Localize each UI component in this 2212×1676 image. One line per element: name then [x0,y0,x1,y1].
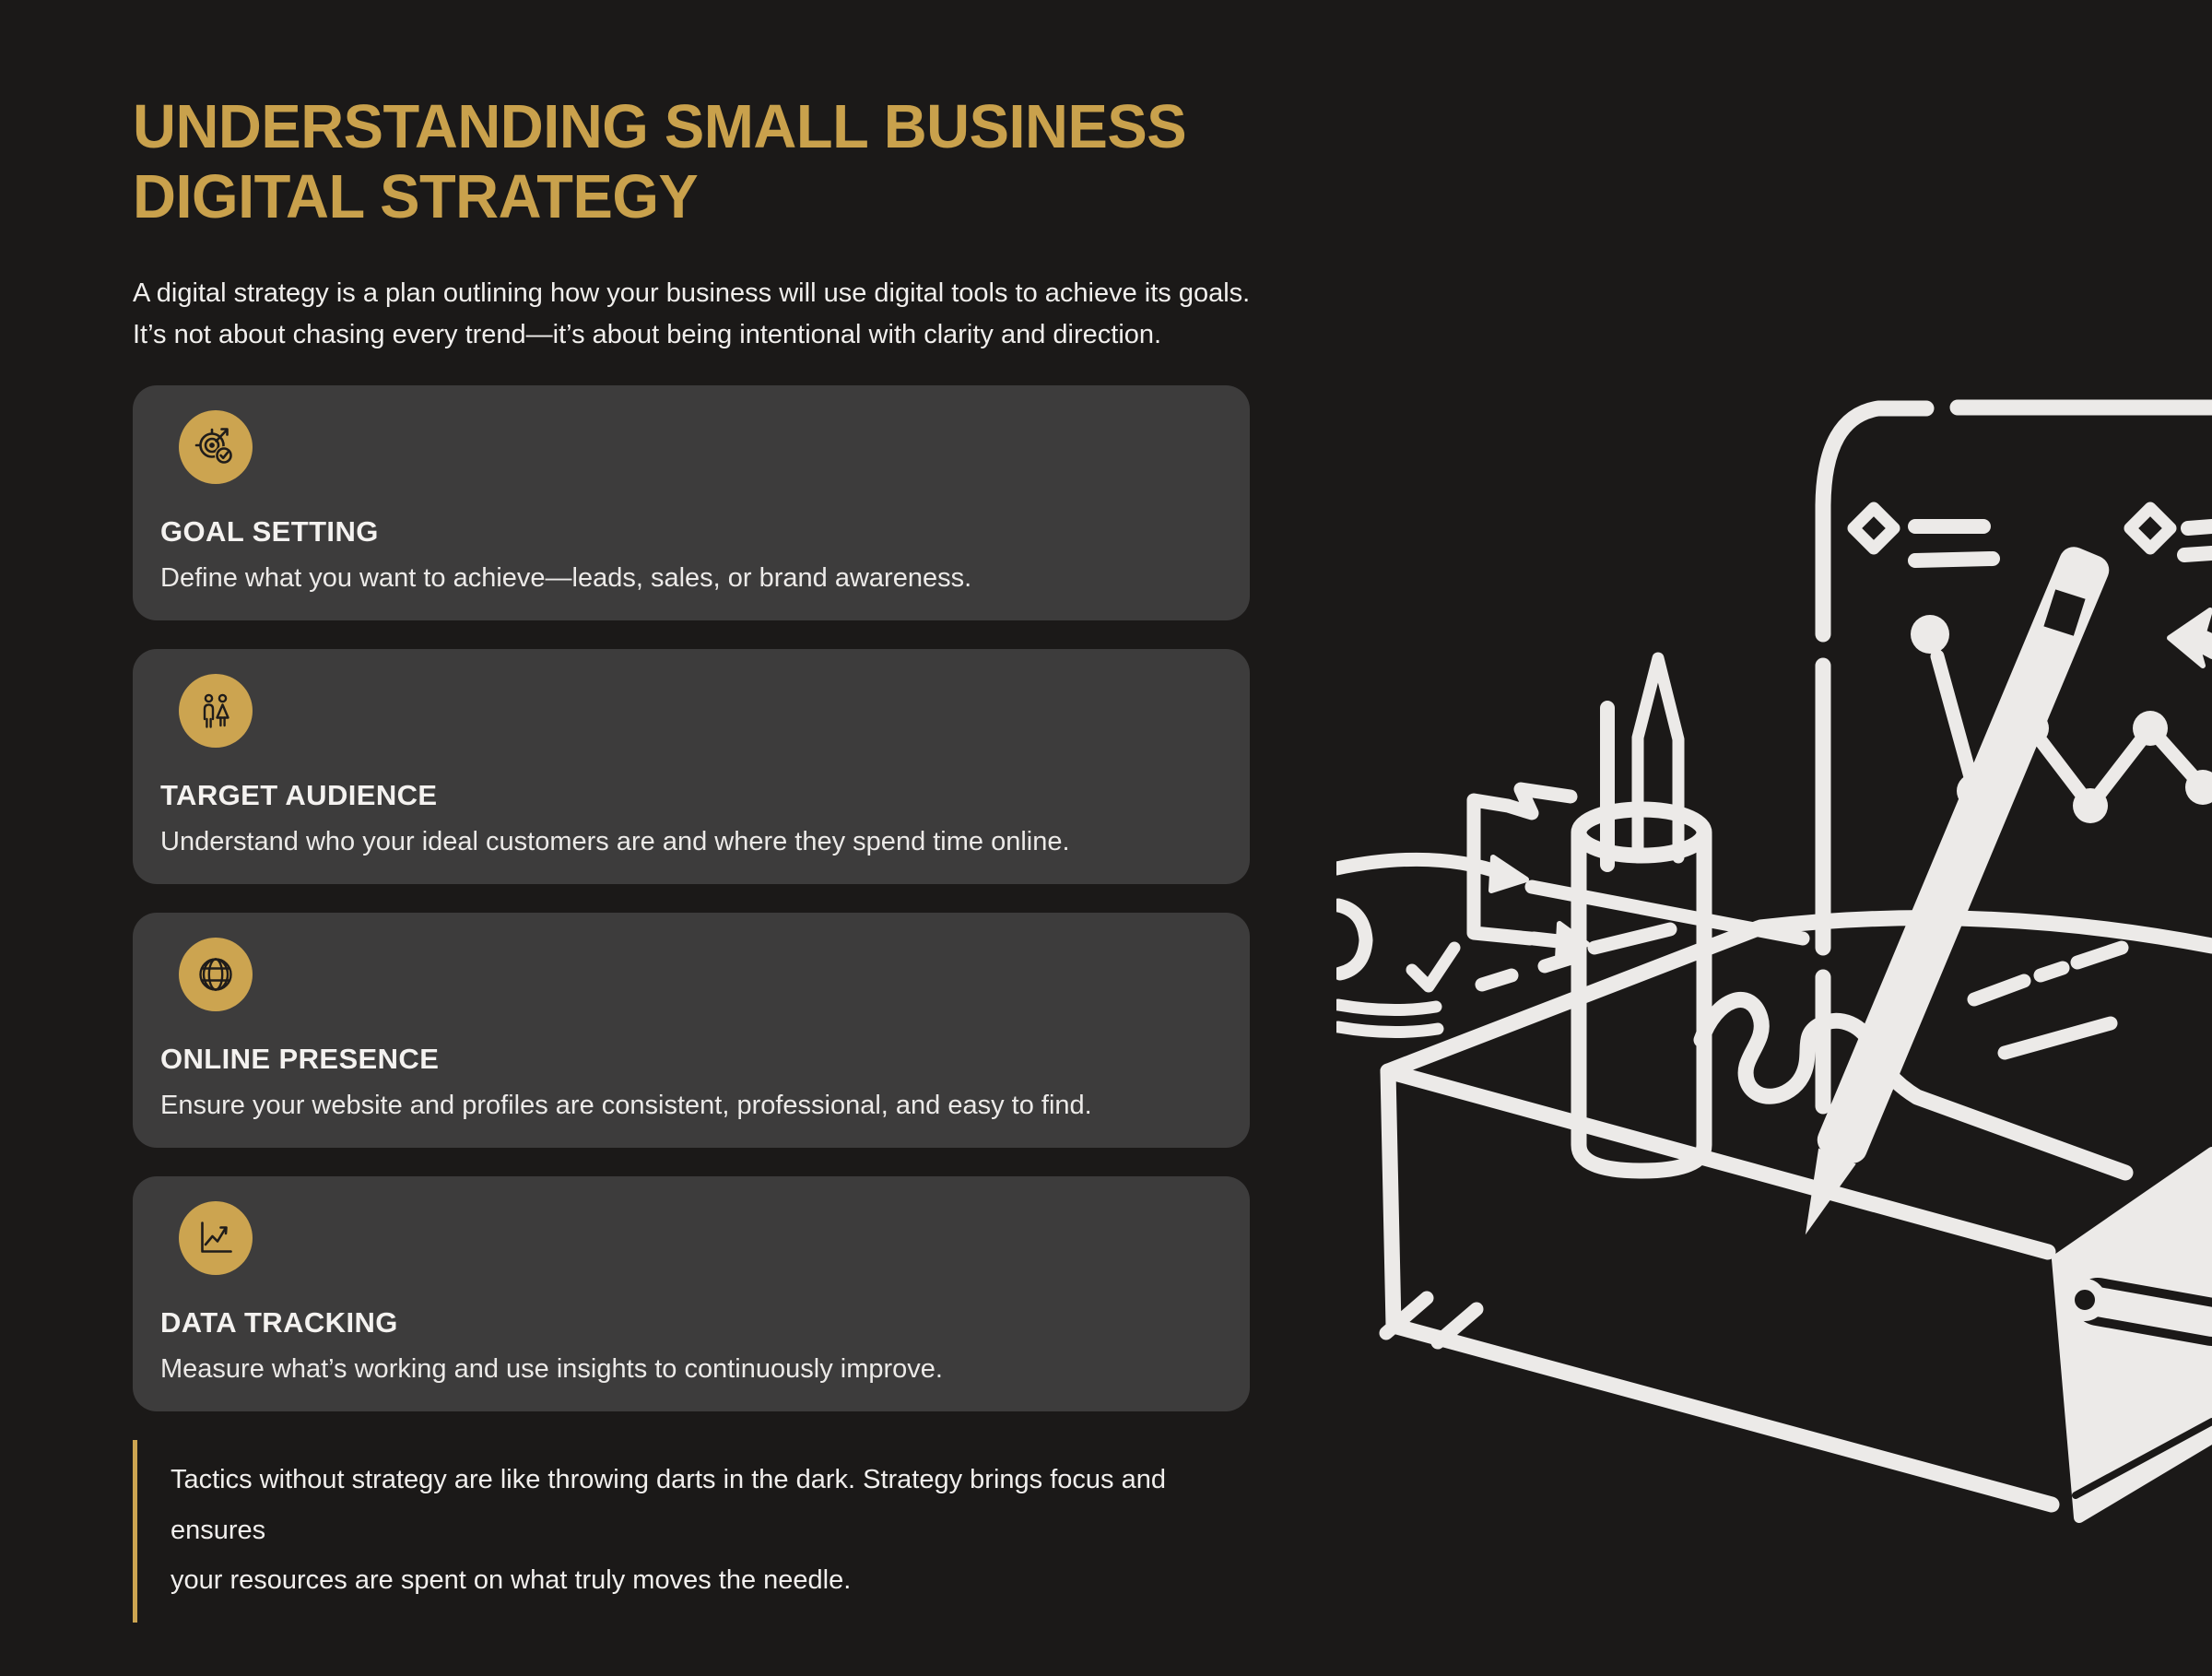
cursor-arrow-icon [2170,610,2212,666]
card-icon-circle [179,938,253,1011]
card-title: GOAL SETTING [160,515,379,548]
card-title: TARGET AUDIENCE [160,779,438,811]
card-icon-circle [179,410,253,484]
strategy-card-list [133,385,1250,1411]
quote-block [133,1440,1166,1623]
page-title: UNDERSTANDING SMALL BUSINESS DIGITAL STRATEGY [133,92,1187,232]
line-chart-icon [194,1216,238,1260]
intro-line: A digital strategy is a plan outlining how your business will use digital tools to achieve its goals. [133,278,1251,308]
card-icon-circle [179,674,253,748]
card-description: Define what you want to achieve—leads, sales, or brand awareness. [160,563,972,593]
card-description: Measure what’s working and use insights to continuously improve. [160,1354,943,1384]
target-check-icon [194,425,238,469]
notebook-planning-illustration [1336,350,2212,1676]
card-title: DATA TRACKING [160,1306,398,1339]
quote-line: your resources are spent on what truly moves the needle. [171,1565,852,1596]
strategy-card [133,649,1250,884]
card-icon-circle [179,1201,253,1275]
intro-paragraph [133,273,1276,356]
intro-line: It’s not about chasing every trend—it’s about being intentional with clarity and direction. [133,319,1162,349]
card-description: Ensure your website and profiles are consistent, professional, and easy to find. [160,1091,1092,1120]
strategy-card [133,385,1250,620]
quote-line: Tactics without strategy are like throwing darts in the dark. Strategy brings focus and ensures [171,1465,1166,1545]
card-description: Understand who your ideal customers are and where they spend time online. [160,827,1070,856]
desk-doodles [1336,857,2122,1342]
strategy-card [133,1176,1250,1411]
globe-icon [194,952,238,997]
notebook [1388,918,2212,1517]
diamond-bullet-list [1853,508,2212,561]
people-icon [194,689,238,733]
strategy-card [133,913,1250,1148]
card-title: ONLINE PRESENCE [160,1043,440,1075]
